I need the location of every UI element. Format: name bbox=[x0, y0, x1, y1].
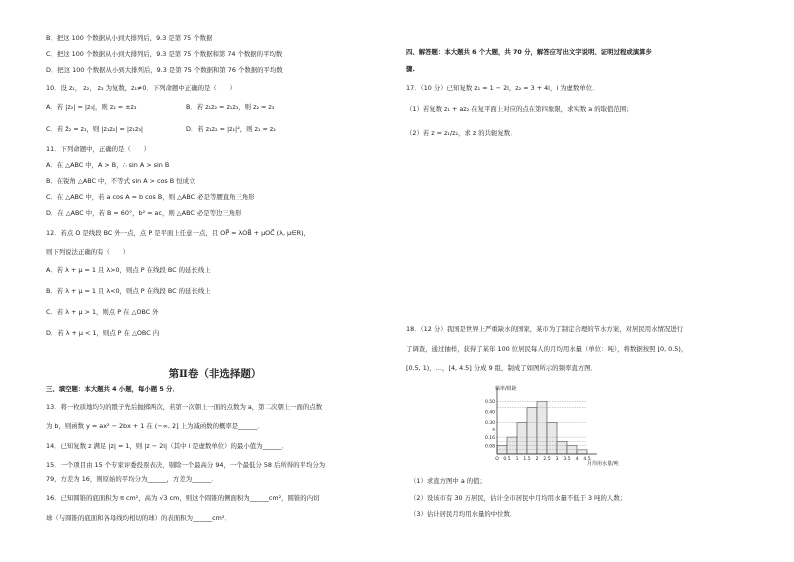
question-15-line1: 15．一个项目由 15 个专家评委投票表决，剔除一个最高分 94，一个最低分 58 后所得的平均分为 bbox=[46, 461, 326, 469]
section-title: 第Ⅱ卷（非选择题） bbox=[168, 368, 262, 380]
x-tick-label: 0.5 bbox=[503, 457, 511, 462]
histogram-bar bbox=[577, 450, 587, 454]
question-16-line2: 球（与圆锥的底面和各母线均相切的球）的表面积为______cm²． bbox=[46, 514, 231, 522]
frequency-histogram bbox=[475, 382, 625, 472]
question-17: 17．（10 分）已知复数 z₁ = 1 − 2i，z₂ = 3 + 4i，i 为虚数单位． bbox=[406, 84, 599, 92]
x-tick-label: 4.5 bbox=[583, 457, 591, 462]
histogram-bar bbox=[537, 401, 547, 454]
question-18-part1: （1）求直方图中 a 的值； bbox=[410, 477, 486, 485]
question-11: 11．下列命题中，正确的是（ ） bbox=[46, 145, 150, 153]
question-13-line2: 为 b，则函数 y = ax² − 2bx + 1 在 (−∞, 2] 上为减函数的概率是______． bbox=[46, 422, 264, 430]
x-tick-label: 1.5 bbox=[523, 457, 531, 462]
y-tick-label: a bbox=[492, 427, 495, 433]
y-tick-label: 0.40 bbox=[484, 410, 495, 416]
x-tick-label: 2.5 bbox=[543, 457, 551, 462]
q11-option-d: D．在 △ABC 中，若 B = 60°，b² = ac，则 △ABC 必是等边三角形 bbox=[46, 209, 242, 217]
x-tick-label: 1 bbox=[515, 457, 519, 462]
q10-option-d: D．若 z₁z₂ = |z₁|²，则 z₁ = z₂ bbox=[186, 125, 276, 133]
x-tick-label: 3 bbox=[555, 457, 559, 462]
y-axis-label: 频率/组距 bbox=[495, 386, 517, 392]
q11-option-b: B．在锐角 △ABC 中，不等式 sin A > cos B 恒成立 bbox=[46, 177, 196, 185]
x-tick-label: O bbox=[495, 457, 499, 462]
question-18-line3: [0.5, 1)，…，[4, 4.5] 分成 9 组，制成了如图所示的频率直方图． bbox=[406, 364, 597, 372]
q11-option-c: C．在 △ABC 中，若 a cos A = b cos B，则 △ABC 必是等腰直角三角形 bbox=[46, 193, 255, 201]
x-tick-label: 4 bbox=[575, 457, 579, 462]
histogram-bar bbox=[517, 422, 527, 454]
section-4-header: 四、解答题：本大题共 6 个大题，共 70 分，解答应写出文字说明、证明过程或演算步 bbox=[406, 48, 652, 56]
question-18-part2: （2）设该市有 30 万居民，估计全市居民中月均用水量不低于 3 吨的人数； bbox=[410, 494, 627, 502]
question-15-line2: 79，方差为 16，则原始的平均分为______，方差为______． bbox=[46, 475, 218, 483]
question-17-part1: （1）若复数 z₁ + az₂ 在复平面上对应的点在第四象限，求实数 a 的取值范围； bbox=[406, 105, 633, 113]
y-tick-label: 0.08 bbox=[484, 444, 495, 450]
q11-option-a: A．在 △ABC 中，A > B，∴ sin A > sin B bbox=[46, 161, 170, 169]
x-axis-label: 月均用水量/吨 bbox=[587, 461, 619, 467]
histogram-bar bbox=[527, 408, 537, 454]
question-13-line1: 13．将一枚质地均匀的骰子先后抛掷两次，若第一次朝上一面的点数为 a，第二次朝上一面的点数 bbox=[46, 403, 323, 411]
question-17-part2: （2）若 z = z₁/z₂，求 z 的共轭复数． bbox=[406, 129, 517, 137]
q12-option-d: D．若 λ + μ < 1，则点 P 在 △OBC 内 bbox=[46, 329, 160, 337]
option-b: B．把这 100 个数据从小到大排列后，9.3 是第 75 个数据 bbox=[46, 34, 213, 42]
y-tick-label: 0.16 bbox=[484, 435, 495, 441]
question-18-line2: 了调查，通过抽样，获得了某年 100 位居民每人的月均用水量（单位：吨），将数据按照 [0, 0.5)， bbox=[406, 345, 688, 353]
histogram-bar bbox=[547, 422, 557, 454]
option-c: C．把这 100 个数据从小到大排列后，9.3 是第 75 个数据和第 74 个数据的平均数 bbox=[46, 50, 283, 58]
section-4-header-cont: 骤. bbox=[406, 65, 415, 73]
y-tick-label: 0.30 bbox=[484, 421, 495, 427]
question-10: 10．设 z₁， z₂， z₃ 为复数，z₁≠0．下列命题中正确的是（ ） bbox=[46, 84, 236, 92]
histogram-bar bbox=[557, 441, 567, 454]
q12-option-a: A．若 λ + μ = 1 且 λ>0，则点 P 在线段 BC 的延长线上 bbox=[46, 266, 211, 274]
question-14: 14．已知复数 z 满足 |z| = 1，则 |z − 2i|（其中 i 是虚数单位）的最小值为______． bbox=[46, 442, 289, 450]
question-18-line1: 18．（12 分）我国是世界上严重缺水的国家，某市为了制定合理的节水方案，对居民用水情况进行 bbox=[406, 325, 684, 333]
question-18-part3: （3）估计居民月均用水量的中位数． bbox=[410, 510, 517, 518]
q10-option-a: A．若 |z₂| = |z₃|，则 z₂ = ±z₃ bbox=[46, 103, 137, 111]
x-tick-label: 3.5 bbox=[563, 457, 571, 462]
question-12: 12．若点 O 是线段 BC 外一点，点 P 是平面上任意一点，且 OP⃗ = λOB⃗ + μOC⃗ (λ, μ∈R)， bbox=[46, 229, 310, 237]
q12-option-c: C．若 λ + μ > 1，则点 P 在 △OBC 外 bbox=[46, 308, 159, 316]
question-12-prompt: 则下列说法正确的有（ ） bbox=[46, 248, 130, 256]
x-tick-label: 2 bbox=[535, 457, 539, 462]
q12-option-b: B．若 λ + μ = 1 且 λ<0，则点 P 在线段 BC 的延长线上 bbox=[46, 287, 211, 295]
option-d: D．把这 100 个数据从小到大排列后，9.3 是第 75 个数据和第 76 个数据的平均数 bbox=[46, 66, 283, 74]
y-tick-label: 0.50 bbox=[484, 400, 495, 406]
q10-option-b: B．若 z₁z₂ = z₁z₃，则 z₂ = z₃ bbox=[186, 103, 275, 111]
q10-option-c: C．若 z̄₂ = z₃，则 |z₁z₂| = |z₁z₃| bbox=[46, 125, 144, 133]
question-16-line1: 16．已知圆锥的底面积为 π cm²，高为 √3 cm，则这个圆锥的侧面积为______cm²，圆锥的内切 bbox=[46, 494, 320, 502]
section-3-header: 三、填空题：本大题共 4 小题，每小题 5 分． bbox=[46, 385, 179, 393]
